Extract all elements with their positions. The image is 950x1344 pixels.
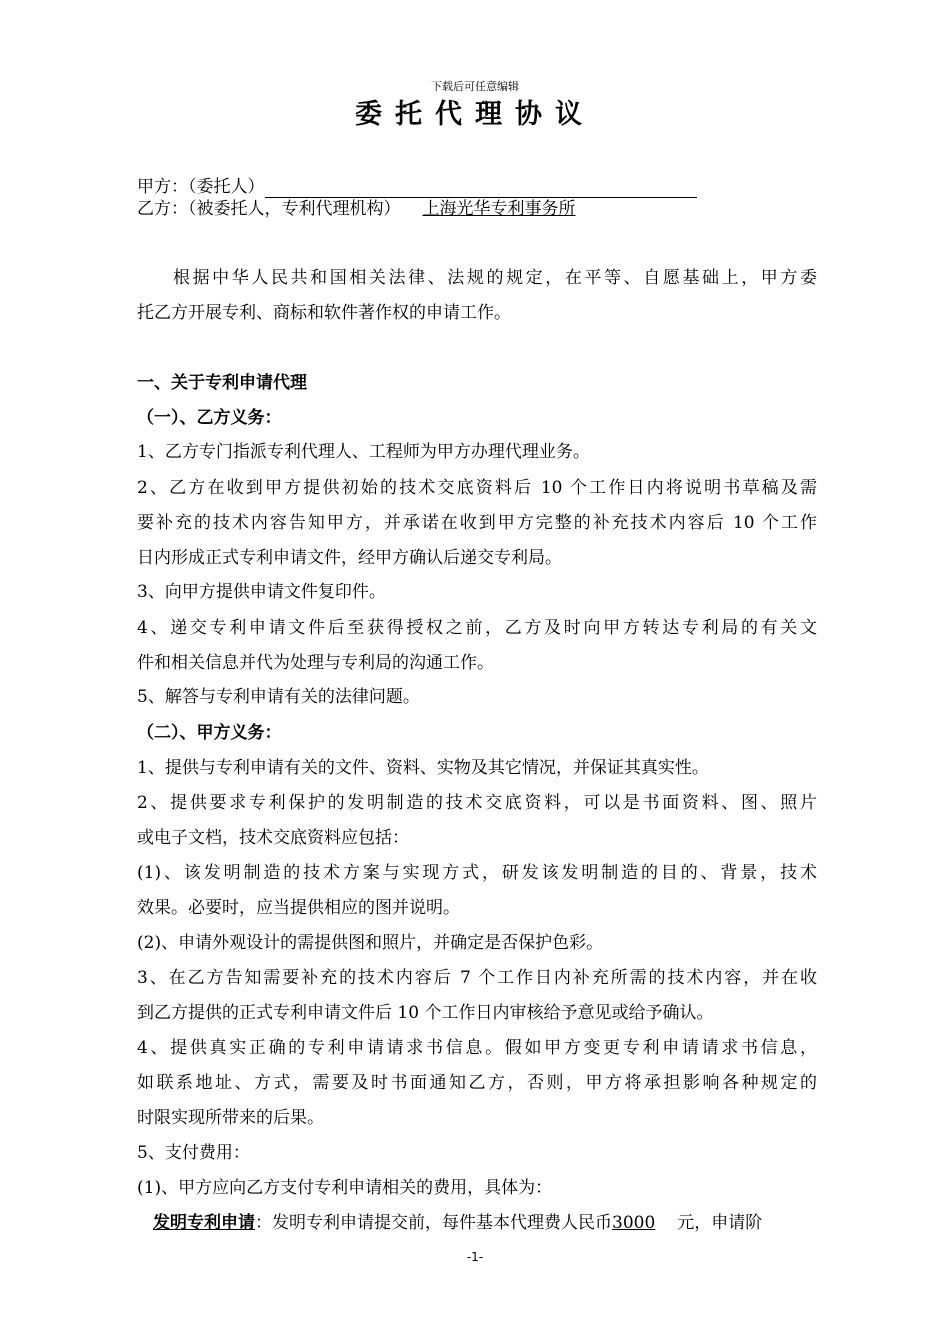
- party-a-label: 甲方：（委托人）: [137, 177, 265, 197]
- paragraph-line: 4、递交专利申请文件后至获得授权之前，乙方及时向甲方转达专利局的有关文: [137, 618, 817, 638]
- intro-line-2: 托乙方开展专利、商标和软件著作权的申请工作。: [137, 303, 511, 323]
- paragraph-line: 日内形成正式专利申请文件，经甲方确认后递交专利局。: [137, 548, 562, 568]
- paragraph-line: (1)、该发明制造的技术方案与实现方式，研发该发明制造的目的、背景，技术: [137, 863, 817, 883]
- paragraph-line: 5、解答与专利申请有关的法律问题。: [137, 687, 420, 707]
- subsection-heading-party-a: （二）、甲方义务：: [137, 723, 282, 743]
- paragraph-line: 1、提供与专利申请有关的文件、资料、实物及其它情况，并保证其真实性。: [137, 758, 709, 778]
- paragraph-line: 要补充的技术内容告知甲方，并承诺在收到甲方完整的补充技术内容后 10 个工作: [137, 513, 817, 533]
- paragraph-line: 1、乙方专门指派专利代理人、工程师为甲方办理代理业务。: [137, 442, 590, 462]
- paragraph-line: 3、在乙方告知需要补充的技术内容后 7 个工作日内补充所需的技术内容，并在收: [137, 968, 817, 988]
- intro-line-1: 根据中华人民共和国相关法律、法规的规定，在平等、自愿基础上，甲方委: [173, 268, 817, 288]
- page-number: -1-: [466, 1250, 484, 1264]
- paragraph-line: 4、提供真实正确的专利申请请求书信息。假如甲方变更专利申请请求书信息，: [137, 1038, 817, 1058]
- subsection-heading-party-b: （一）、乙方义务：: [137, 408, 282, 428]
- header-note: 下载后可任意编辑: [431, 80, 519, 93]
- paragraph-line: 效果。必要时，应当提供相应的图并说明。: [137, 898, 460, 918]
- fee-text-before: ：发明专利申请提交前，每件基本代理费人民币: [255, 1213, 612, 1233]
- fee-amount: 3000: [612, 1213, 656, 1233]
- paragraph-line: 到乙方提供的正式专利申请文件后 10 个工作日内审核给予意见或给予确认。: [137, 1003, 714, 1023]
- party-b-value: 上海光华专利事务所: [422, 199, 576, 219]
- paragraph-line: 2、乙方在收到甲方提供初始的技术交底资料后 10 个工作日内将说明书草稿及需: [137, 478, 817, 498]
- party-b-line: [137, 198, 817, 220]
- fee-text-after: 元，申请阶: [677, 1213, 763, 1233]
- party-a-line: [137, 176, 817, 198]
- section-heading: 一、关于专利申请代理: [137, 373, 307, 393]
- party-b-label: 乙方：（被委托人，专利代理机构）: [137, 199, 401, 219]
- party-a-blank-field[interactable]: [265, 178, 697, 198]
- paragraph-line: 如联系地址、方式，需要及时书面通知乙方，否则，甲方将承担影响各种规定的: [137, 1073, 817, 1093]
- paragraph-line: 时限实现所带来的后果。: [137, 1108, 324, 1128]
- paragraph-line: (1)、甲方应向乙方支付专利申请相关的费用，具体为：: [137, 1178, 553, 1198]
- paragraph-line: 5、支付费用：: [137, 1143, 250, 1163]
- paragraph-line: 或电子文档，技术交底资料应包括：: [137, 828, 409, 848]
- paragraph-line: (2)、申请外观设计的需提供图和照片，并确定是否保护色彩。: [137, 933, 604, 953]
- fee-line: [153, 1212, 817, 1234]
- paragraph-line: 件和相关信息并代为处理与专利局的沟通工作。: [137, 653, 494, 673]
- document-title: 委托代理协议: [355, 99, 595, 130]
- fee-label: 发明专利申请: [153, 1213, 255, 1233]
- paragraph-line: 3、向甲方提供申请文件复印件。: [137, 582, 386, 602]
- paragraph-line: 2、提供要求专利保护的发明制造的技术交底资料，可以是书面资料、图、照片: [137, 793, 817, 813]
